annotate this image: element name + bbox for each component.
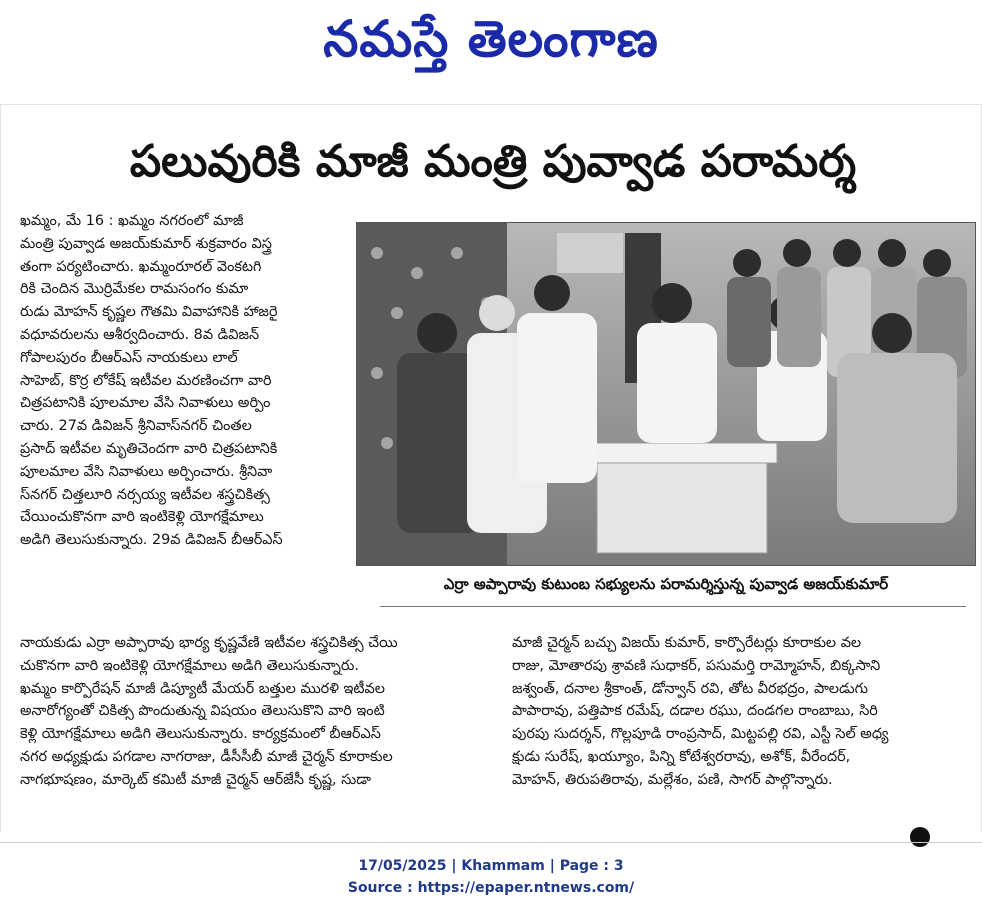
caption-divider (380, 606, 966, 607)
text-line: అనారోగ్యంతో చికిత్స పొందుతున్న విషయం తెలుసుకొని వారి ఇంటి (20, 703, 385, 720)
text-line: ఖమ్మం కార్పొరేషన్ మాజీ డిప్యూటీ మేయర్ బత్తుల మురళి ఇటీవల (20, 680, 385, 697)
text-line: ఖమ్మం, మే 16 : ఖమ్మం నగరంలో మాజీ (20, 213, 244, 229)
text-line: అడిగి తెలుసుకున్నారు. 29వ డివిజన్ బీఆర్‌ఎస్ (20, 532, 283, 549)
text-line: కెళ్లి యోగక్షేమాలు అడిగి తెలుసుకున్నారు. కార్యక్రమంలో బీఆర్‌ఎస్ (20, 726, 381, 743)
text-line: మోహన్, తిరుపతిరావు, మల్లేశం, పణి, సాగర్ పాల్గొన్నారు. (512, 771, 833, 788)
text-line: రాజు, మోతారపు శ్రావణి సుధాకర్, పసుమర్తి రామ్మోహన్, బిక్కసాని (512, 657, 881, 674)
text-line: చేయించుకొనగా వారి ఇంటికెళ్లి యోగక్షేమాలు (20, 509, 264, 526)
text-line: పాపారావు, పత్తిపాక రమేష్, దడాల రఘు, దండగల రాంబాబు, సిరి (512, 703, 878, 720)
text-line: చిత్రపటానికి పూలమాల వేసి నివాళులు అర్పిం (20, 395, 271, 412)
article-column-left (20, 210, 350, 552)
photo-illustration (357, 223, 976, 566)
text-line: పూలమాల వేసి నివాళులు అర్పించారు. శ్రీనివా (20, 463, 273, 480)
text-line: మాజీ చైర్మన్ బచ్చు విజయ్ కుమార్, కార్పొరేటర్లు కూరాకుల వల (512, 635, 862, 651)
article-column-bottom-left (20, 632, 500, 792)
article-headline: పలువురికి మాజీ మంత్రి పువ్వాడ పరామర్శ (129, 136, 857, 187)
text-line: స్‌నగర్ చిత్తలూరి నర్సయ్య ఇటీవల శస్త్రచికిత్స (20, 486, 270, 503)
text-line: చారు. 27వ డివిజన్ శ్రీనివాస్‌నగర్ చింతల (20, 418, 252, 435)
text-line: గోపాలపురం బీఆర్‌ఎస్ నాయకులు లాల్ (20, 349, 238, 366)
text-line: జశ్వంత్, దనాల శ్రీకాంత్, డోన్వాన్ రవి, తోట వీరభద్రం, పాలడుగు (512, 680, 869, 697)
text-line: పురపు సుదర్శన్, గొల్లపూడి రాంప్రసాద్, మిట్టపల్లి రవి, ఎస్టీ సెల్ అధ్య (512, 726, 889, 743)
text-line: తంగా పర్యటించారు. ఖమ్మంరూరల్ వెంకటగి (20, 258, 262, 275)
text-line: మంత్రి పువ్వాడ అజయ్‌కుమార్ శుక్రవారం విస్త్ర (20, 235, 272, 252)
text-line: క్షుడు సురేష్, ఖయ్యూం, పిన్ని కోటేశ్వరరావు, అశోక్, వీరేందర్, (512, 748, 851, 765)
page-border-top (0, 104, 982, 105)
masthead-title: నమస్తే తెలంగాణ (323, 9, 659, 68)
article-column-bottom-right (512, 632, 974, 792)
photo-caption: ఎర్రా అప్పారావు కుటుంబ సభ్యులను పరామర్శిస్తున్న పువ్వాడ అజయ్‌కుమార్ (443, 575, 889, 593)
text-line: వధూవరులను ఆశీర్వదించారు. 8వ డివిజన్ (20, 326, 260, 343)
text-line: చుకొనగా వారి ఇంటికెళ్లి యోగక్షేమాలు అడిగి తెలుసుకున్నారు. (20, 657, 359, 674)
article-end-marker (910, 827, 930, 847)
text-line: రికి చెందిన మొర్రిమేకల రామసంగం కుమా (20, 281, 249, 298)
footer-source-link[interactable]: Source : https://epaper.ntnews.com/ (347, 880, 635, 896)
article-photo (356, 222, 976, 566)
page-border-left (0, 104, 1, 832)
footer-date-edition-page: 17/05/2025 | Khammam | Page : 3 (358, 858, 624, 874)
text-line: నాగభూషణం, మార్కెట్ కమిటీ మాజీ చైర్మన్ ఆర్‌జేసీ కృష్ణ, సుడా (20, 771, 371, 788)
text-line: సాహెబ్, కొర్ర లోకేష్ ఇటీవల మరణించగా వారి (20, 372, 272, 389)
text-line: నగర అధ్యక్షుడు పగడాల నాగరాజు, డీసీసీబీ మాజీ చైర్మన్ కూరాకుల (20, 748, 393, 765)
text-line: రుడు మోహన్ కృష్ణల గౌతమి వివాహానికి హాజరై (20, 304, 278, 321)
footer-divider (0, 842, 982, 843)
text-line: నాయకుడు ఎర్రా అప్పారావు భార్య కృష్ణవేణి ఇటీవల శస్త్రచికిత్స చేయి (20, 635, 398, 651)
text-line: ప్రసాద్ ఇటీవల మృతిచెందగా వారి చిత్రపటానికి (20, 440, 278, 457)
